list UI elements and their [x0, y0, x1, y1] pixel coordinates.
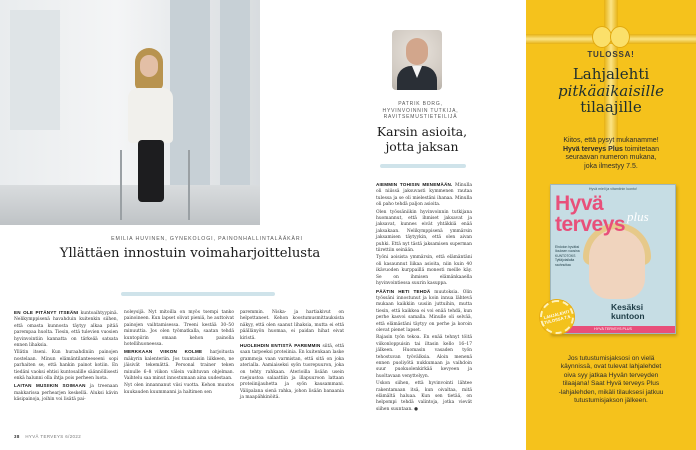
- magazine-teaser: Ehdoton hyväksi Ilouksen vuosina KUNTOTOKS Tyttäjotailalta rauhnuttaa: [555, 245, 580, 267]
- paragraph: Olen työssäniikin hyvinvoinnin tutkijana huomannut, että ihmiset jaksavat ja jaksavat, kunnes eivät yhtäkkiä enää jaksakaan. Nelikymppisenä ymmärsin jaksamisen täytyykin, että olen aivan puhki. Että nyt tästä jaksamisen superman tiirettiin seinään.: [376, 209, 472, 254]
- left-article-headline: Yllättäen innostuin voimaharjoittelusta: [59, 246, 321, 261]
- left-article-column-1: [14, 310, 118, 405]
- gift-magazine-ad: [526, 0, 696, 450]
- magazine-cover: Hyvä mieli ja vitamiinin luonto! Hyvä terveys plus Ehdoton hyväksi Ilouksen vuosina KUNTOTOKS Tyttäjotailalta rauhnuttaa Kesäksi kuntoon HYVÄ TERVEYS PLUS: [550, 184, 676, 334]
- paragraph: Uskon siihen, että hyvinvointi lähtee rakentamaan itsä, kun oivaltaa, mitä elämältä haluaa. Kun sen tietää, on helpompi tehdä valintoja, jotka vievät siihen suuntaan. ●: [376, 381, 472, 412]
- paragraph: EN OLE PITÄNYT ITSEÄNI kuntoaihtyypinä. Nelikymppisenä havahduin kuitenkin siihen, että omasta kunnosta täytyy alkaa pitää parempaa huolta. Tiesin, että tulevien vuosien hyvinvointiin kannatta on tärkeää satsata ennen lihaksia.: [14, 310, 118, 349]
- paragraph: Rajasin työn tekoa. En enää tehnyt töitä viikonloppuisin tai iltasin kello 16–17 jälkeen. Huomasin vasaden työn tehostuvan työvälksia. Aloin menenä ennen puoliyötä nukkumaan ja vaihdoin suur puokuolenkirkää kevyeen ja huoltavaan venyttelyyn.: [376, 335, 472, 379]
- left-accent-bar: [121, 292, 275, 296]
- paragraph: MERKKAAN VIIKON KOLME harjoitusta mäkyrin kalenteriin. Jos tuuntaisin liikkeen, ne jäisivät tekemättä. Personal trainer teken minulle 6–8 viikon välein vaihtuvan ohjelman. Vaihtelu saa minut innostumaan aina uudestaan.: [124, 349, 234, 382]
- right-article-headline: Karsin asioita, jotta jaksan: [376, 124, 468, 154]
- left-article-column-3: [240, 310, 344, 403]
- magazine-cover-line: Kesäksi kuntoon: [611, 302, 645, 321]
- ad-badge: TULOSSA!: [587, 50, 635, 59]
- paragraph: Yllätin itseni. Kun huraahdiniin painojen nostelaan. Minun elämäntilanteeseeni sopi parhaiten se, että hankin painot kotiin. En tiedäni vaoksi ehtisi kuntosalille säännöllisesti enkä halunni olla ihtja pois perheen luota.: [14, 350, 118, 382]
- page-footer: [14, 434, 81, 439]
- ad-title: Lahjalehti pitkäaikaisille tilaajille: [558, 65, 664, 116]
- paragraph: AIEMMIN TOHISIN MENEMÄÄN. Minulla oli niiissä jaksuvasti kymmenen rautaa tulessa ja se oli mielestäni ihanaa. Minulla oli paho tehdä paljon asioita.: [376, 182, 472, 208]
- magazine-logo-plus: plus: [627, 209, 649, 224]
- researcher-portrait: [392, 30, 442, 90]
- paragraph: paremmin. Niska- ja hartiakivut on helpottaneet. Kehon koostumusmittauksista näkyy, että olen saanut lihaksia, mutta ei että päällänyön huomaa, ei paidan hihat eivat kiristä.: [240, 310, 344, 341]
- ad-body-text: Jos tutustumisjaksosi on vielä käynnissä, ovat tulevat lahjalehdet oiva syy jatkaa Hyvän terveyden tilaajana! Saat Hyvä terveys Plus -lahjalehden, mikäli tilauksesi jatkuu tutustumisjakson jälkeen.: [558, 355, 664, 405]
- paragraph: HUOLEHDIN ENTISTÄ PAREMMIN siitä, että saan tarpeeksi proteiinia. En kuitenkaan laske grammoja vaan varmistan, että sitä on joka aterialla. Aamiaiseksi syön tuorepuuron, joka on tehty rahkaan. Aterioilla lisään usein raejuustoa salaattiin ja illapuuroon lattaan proteiinijauhetta ja syön kausammani. Välipalana sienä rahka, johon lisään banaania ja maapähkinöitä.: [240, 343, 344, 401]
- paragraph: noleysijä. Nyt mitoilla on myös tsempi tanko painoineen. Kun lapset olivat pieniä, he auttoivat painojen vaihtamisessa. Treeni kestää 30–50 minuuttia. Jos olen työmatkalla, saatan tehdä kuntopiirin omaan kehon painolla hotellihuoneessa.: [124, 310, 234, 348]
- issue-label: HYVÄ TERVEYS 6/2022: [25, 434, 82, 439]
- magazine-logo: Hyvä terveys: [555, 192, 626, 236]
- page-number: 38: [14, 434, 20, 439]
- ad-subtitle: Kiitos, että pysyt mukanamme! Hyvä terveys Plus toimitetaan seuraavan numeron mukana, joka ilmestyy 7.5.: [562, 137, 660, 170]
- right-article-column: [376, 182, 472, 414]
- magazine-strip: HYVÄ TERVEYS PLUS: [551, 326, 675, 333]
- paragraph: PÄÄTIN HETI TEHDÄ muutoksia. Olin työssäni innostunut ja koin innua lähtevä mukaan kaikkiin uusiin juttuihin, mutta tiesin, että kaikkea ei voi enää tehdä, kun perhe kasvoi samalla. Minulle oli selvää, että elämästäni täytyy on perhe ja koroin olevat pienet lapset.: [376, 288, 472, 333]
- paragraph: LAITAN MUSIIKIN SOIMAAN ja treenaan makkarissa perhearjen keskellä. Aluksi kävin käsipainoja, joihin voi lisätä pai-: [14, 383, 118, 403]
- gift-bow-icon: [592, 24, 630, 50]
- right-accent-bar: [380, 164, 466, 168]
- left-article-column-2: [124, 310, 234, 397]
- gift-seal-badge: LAHJALEHTI TULOSSA 7.5.: [536, 296, 577, 337]
- paragraph: Työni aoisista ymmärsin, että elämäntäni oli kasaunnut liikaa asioita, niin kuin 40 ikävuoden kurppaillä monesti meille käy. Se on ihmisen elämänkaaella hyvinvointiessa suurin kasuppa.: [376, 255, 472, 287]
- left-article-credit: EMILIA HUVINEN, GYNEKOLOGI, PAINONHALLINTALÄÄKÄRI: [111, 236, 303, 242]
- paragraph: Nyt olen innannanut viisi vuotta. Kehon muutos kuukauden kuummanni ja haltimen sen: [124, 383, 234, 395]
- gynecologist-photo: [0, 0, 260, 225]
- right-article-credit: PATRIK BORG, HYVINVOINNIN TUTKIJA, RAVITSEMUSTIETEILIJÄ: [382, 101, 459, 120]
